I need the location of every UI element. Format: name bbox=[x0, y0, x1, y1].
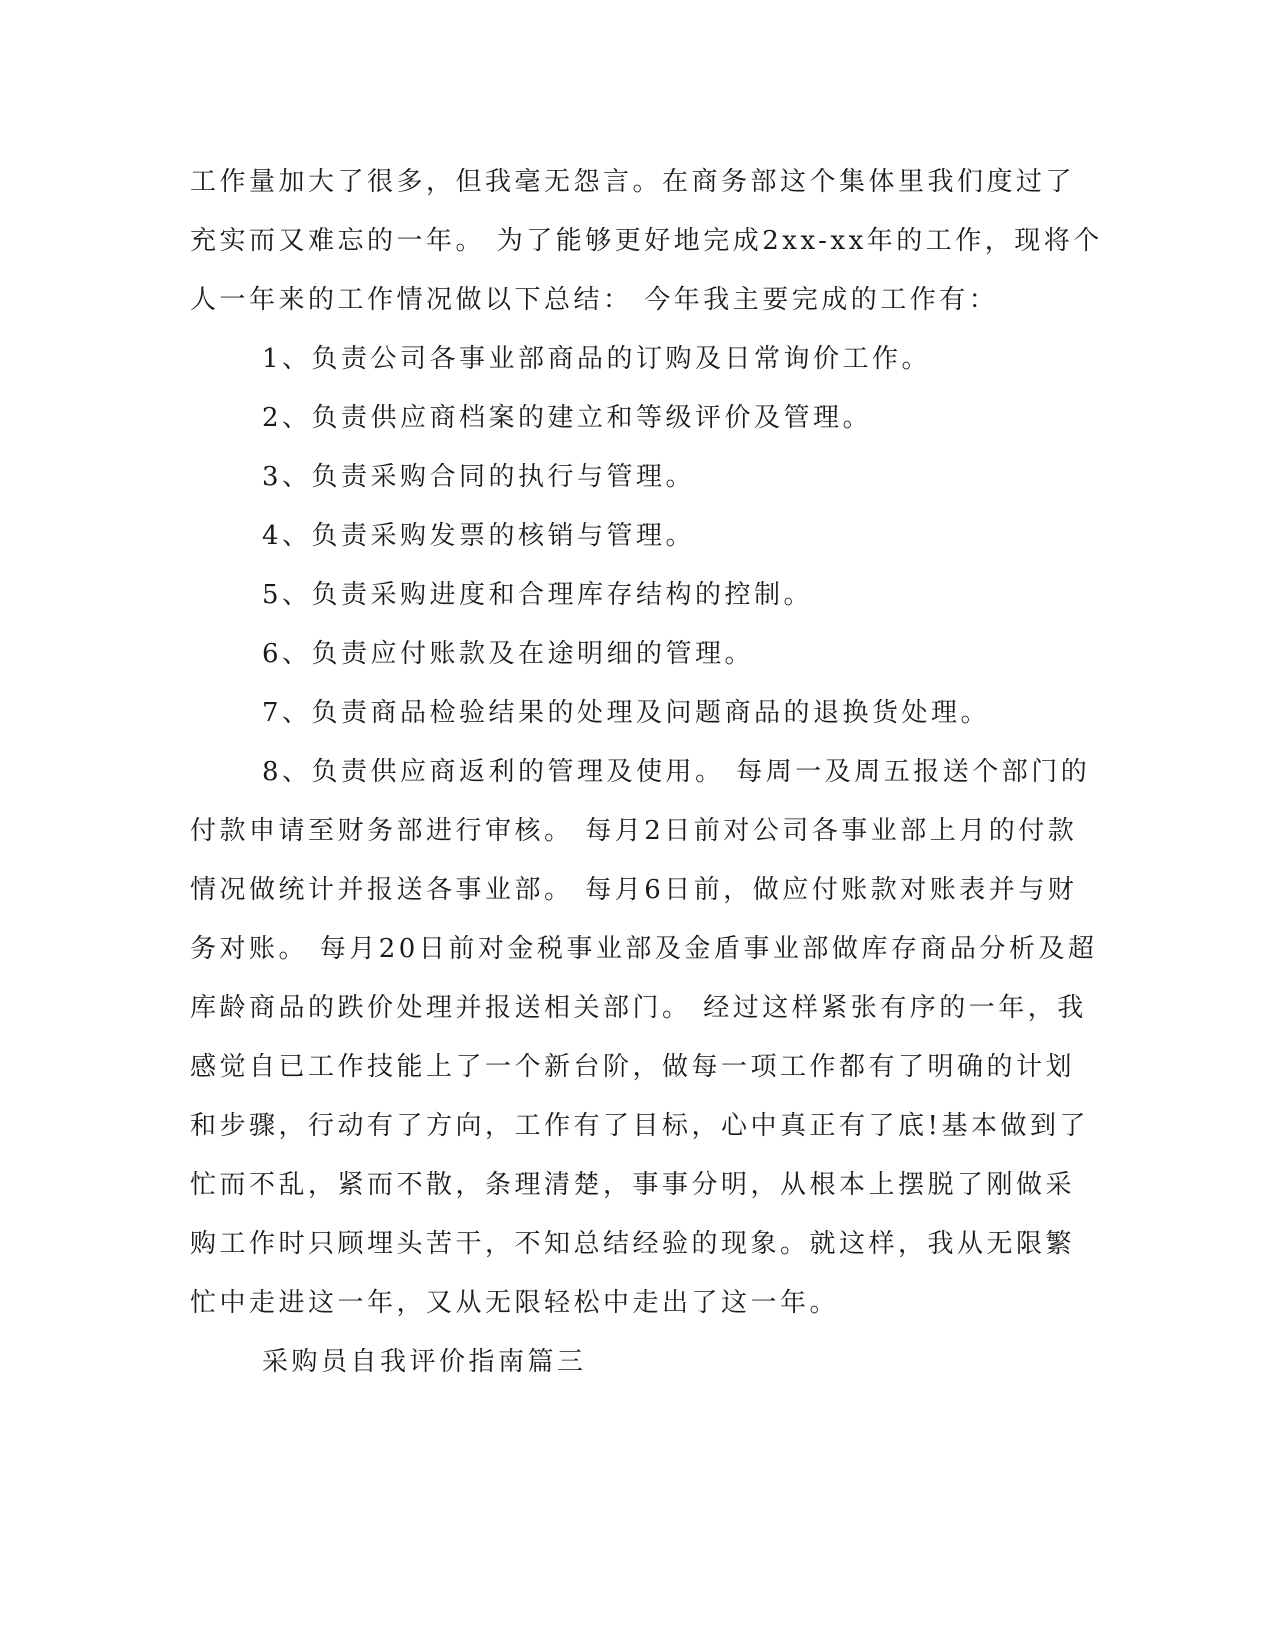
section-heading: 采购员自我评价指南篇三 bbox=[262, 1347, 587, 1377]
text-line: 充实而又难忘的一年。 为了能够更好地完成2xx-xx年的工作，现将个 bbox=[190, 226, 1103, 256]
text-line: 库龄商品的跌价处理并报送相关部门。 经过这样紧张有序的一年，我 bbox=[190, 993, 1087, 1023]
list-item: 4、负责采购发票的核销与管理。 bbox=[262, 521, 696, 551]
list-item: 2、负责供应商档案的建立和等级评价及管理。 bbox=[262, 403, 873, 433]
text-line: 忙而不乱，紧而不散，条理清楚，事事分明，从根本上摆脱了刚做采 bbox=[190, 1170, 1076, 1200]
text-line: 人一年来的工作情况做以下总结： 今年我主要完成的工作有： bbox=[190, 285, 999, 315]
list-item: 1、负责公司各事业部商品的订购及日常询价工作。 bbox=[262, 344, 932, 374]
list-item: 8、负责供应商返利的管理及使用。 每周一及周五报送个部门的 bbox=[262, 757, 1091, 787]
text-line: 付款申请至财务部进行审核。 每月2日前对公司各事业部上月的付款 bbox=[190, 816, 1078, 846]
text-line: 和步骤，行动有了方向，工作有了目标，心中真正有了底!基本做到了 bbox=[190, 1111, 1089, 1141]
list-item: 3、负责采购合同的执行与管理。 bbox=[262, 462, 696, 492]
text-line: 情况做统计并报送各事业部。 每月6日前，做应付账款对账表并与财 bbox=[190, 875, 1078, 905]
text-line: 忙中走进这一年，又从无限轻松中走出了这一年。 bbox=[190, 1288, 840, 1318]
text-line: 务对账。 每月20日前对金税事业部及金盾事业部做库存商品分析及超 bbox=[190, 934, 1098, 964]
text-line: 工作量加大了很多，但我毫无怨言。在商务部这个集体里我们度过了 bbox=[190, 167, 1076, 197]
list-item: 5、负责采购进度和合理库存结构的控制。 bbox=[262, 580, 814, 610]
list-item: 7、负责商品检验结果的处理及问题商品的退换货处理。 bbox=[262, 698, 991, 728]
text-line: 感觉自已工作技能上了一个新台阶，做每一项工作都有了明确的计划 bbox=[190, 1052, 1076, 1082]
list-item: 6、负责应付账款及在途明细的管理。 bbox=[262, 639, 755, 669]
text-line: 购工作时只顾埋头苦干，不知总结经验的现象。就这样，我从无限繁 bbox=[190, 1229, 1076, 1259]
